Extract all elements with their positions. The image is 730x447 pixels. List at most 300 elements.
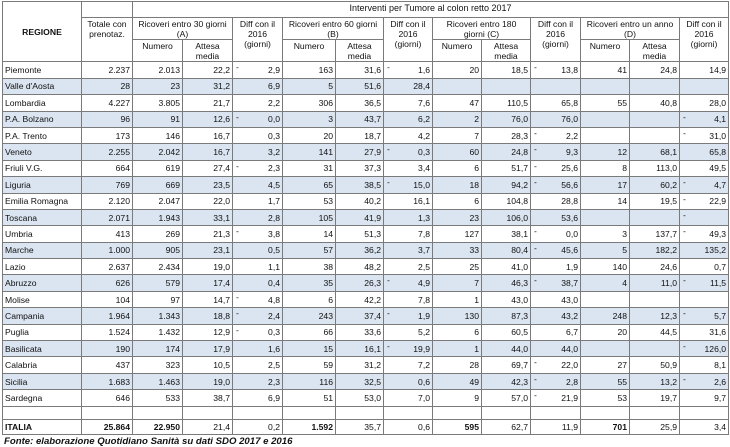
diff-cell-b [384,78,433,94]
table-row [3,62,729,78]
value-cell-d_num [581,291,630,307]
diff-cell-d [680,242,729,258]
region-cell: Molise [3,291,82,307]
report-table-container [2,1,728,447]
region-cell: Liguria [3,177,82,193]
region-cell: Calabria [3,357,82,373]
value-cell-d_att: 11,0 [630,275,680,291]
diff-value: 5,2 [418,327,430,338]
value-cell-d_att [630,209,680,225]
diff-value: 1,6 [268,343,280,354]
value-cell-c_att: 18,5 [482,62,531,78]
diff-sign: - [683,373,686,384]
value-cell-a_num: 669 [133,177,183,193]
value-cell-d_att: 19,5 [630,193,680,209]
diff-sign: - [683,177,686,188]
diff-value: 28,8 [561,196,578,207]
value-cell-c_num: 60 [433,144,482,160]
diff-sign: - [534,127,537,138]
diff-cell-a [233,193,283,209]
region-cell: Sardegna [3,390,82,406]
value-cell-c_att: 94,2 [482,177,531,193]
diff-value: 135,2 [704,245,727,256]
region-cell: P.A. Trento [3,127,82,143]
value-cell-total: 2.237 [82,62,133,78]
diff-cell-c [531,226,581,242]
diff-cell-a [233,341,283,357]
value-cell-d_num: 55 [581,95,630,111]
diff-value: 11,9 [561,421,578,432]
table-title: Interventi per Tumore al colon retto 2017 [133,2,729,18]
value-cell-a_att: 12,9 [183,324,233,340]
value-cell-c_num: 1 [433,291,482,307]
diff-value: 31,0 [709,130,727,141]
group-header-30: Ricoveri entro 30 giorni (A) [133,18,233,40]
diff-cell-b [384,275,433,291]
diff-sign: - [683,193,686,204]
table-row [3,95,729,111]
diff-value: 6,2 [418,114,430,125]
value-cell-total: 1.000 [82,242,133,258]
region-cell: Valle d'Aosta [3,78,82,94]
empty-cell [283,406,336,419]
diff-value: 0,0 [566,228,578,239]
numero-header-180: Numero [433,40,482,62]
diff-value: 38,7 [561,278,578,289]
diff-cell-c [531,357,581,373]
value-cell-a_num: 1.463 [133,373,183,389]
value-cell-total: 96 [82,111,133,127]
diff-cell-b [384,111,433,127]
diff-cell-d [680,357,729,373]
diff-value: 49,3 [709,228,727,239]
diff-cell-d [680,226,729,242]
diff-value: 126,0 [704,343,727,354]
diff-cell-a [233,390,283,406]
diff-value: 0,3 [268,130,280,141]
value-cell-d_num: 14 [581,193,630,209]
diff-sign: - [387,341,390,352]
value-cell-b_num: 116 [283,373,336,389]
table-row [3,160,729,176]
value-cell-c_att: 51,7 [482,160,531,176]
empty-cell [233,406,283,419]
value-cell-d_num: 701 [581,419,630,434]
value-cell-c_att: 60,5 [482,324,531,340]
value-cell-c_att: 69,7 [482,357,531,373]
diff-sign: - [534,242,537,253]
value-cell-c_att: 57,0 [482,390,531,406]
diff-value: 7,2 [418,360,430,371]
value-cell-c_att: 80,4 [482,242,531,258]
diff-cell-d [680,62,729,78]
value-cell-a_att: 22,2 [183,62,233,78]
diff-cell-b [384,357,433,373]
value-cell-b_att: 33,6 [336,324,384,340]
value-cell-b_att: 51,6 [336,78,384,94]
diff-value: 3,7 [418,245,430,256]
diff-value: 7,8 [418,294,430,305]
spacer-row [3,406,729,419]
region-cell: Sicilia [3,373,82,389]
diff-cell-a [233,111,283,127]
value-cell-a_att: 27,4 [183,160,233,176]
diff-sign: - [387,177,390,188]
table-row [3,242,729,258]
table-row [3,193,729,209]
diff-value: 22,0 [561,360,578,371]
value-cell-c_att: 28,3 [482,127,531,143]
value-cell-b_att: 40,2 [336,193,384,209]
value-cell-b_num: 3 [283,111,336,127]
attesa-header-30: Attesa media [183,40,233,62]
diff-cell-a [233,95,283,111]
value-cell-c_num: 1 [433,341,482,357]
diff-value: 0,2 [268,421,280,432]
region-cell: Toscana [3,209,82,225]
diff-sign: - [683,308,686,319]
value-cell-d_num: 8 [581,160,630,176]
value-cell-d_att: 25,9 [630,419,680,434]
value-cell-c_att: 24,8 [482,144,531,160]
diff-sign: - [236,226,239,237]
diff-value: 16,1 [413,196,430,207]
diff-value: 0,3 [268,327,280,338]
value-cell-a_num: 579 [133,275,183,291]
region-cell: Piemonte [3,62,82,78]
diff-cell-d [680,324,729,340]
diff-header-180: Diff con il 2016 (giorni) [531,18,581,62]
diff-value: 2,3 [268,163,280,174]
value-cell-d_num [581,341,630,357]
value-cell-total: 25.864 [82,419,133,434]
table-row [3,291,729,307]
value-cell-b_num: 66 [283,324,336,340]
table-row [3,324,729,340]
group-header-60: Ricoveri entro 60 giorni (B) [283,18,384,40]
diff-sign: - [236,62,239,73]
diff-value: 6,7 [566,327,578,338]
diff-value: 2,8 [268,212,280,223]
value-cell-total: 104 [82,291,133,307]
value-cell-d_att: 24,8 [630,62,680,78]
diff-value: 6,9 [268,392,280,403]
value-cell-d_att [630,78,680,94]
diff-cell-b [384,160,433,176]
diff-value: 43,0 [561,294,578,305]
value-cell-a_num: 323 [133,357,183,373]
diff-cell-d [680,373,729,389]
empty-cell [82,406,133,419]
value-cell-c_num: 28 [433,357,482,373]
diff-header-30: Diff con il 2016 (giorni) [233,18,283,62]
value-cell-d_att: 40,8 [630,95,680,111]
diff-cell-b [384,373,433,389]
diff-value: 4,9 [418,278,430,289]
diff-value: 65,8 [709,147,727,158]
empty-cell [630,406,680,419]
value-cell-b_att: 18,7 [336,127,384,143]
region-cell: Marche [3,242,82,258]
diff-cell-a [233,127,283,143]
attesa-header-60: Attesa media [336,40,384,62]
diff-cell-c [531,341,581,357]
diff-cell-b [384,259,433,275]
value-cell-total: 664 [82,160,133,176]
diff-cell-b [384,226,433,242]
table-row [3,111,729,127]
diff-value: 65,8 [561,97,578,108]
diff-cell-a [233,242,283,258]
value-cell-total: 190 [82,341,133,357]
diff-cell-b [384,324,433,340]
diff-value: 7,6 [418,97,430,108]
table-row [3,226,729,242]
value-cell-b_att: 26,3 [336,275,384,291]
diff-cell-d [680,341,729,357]
diff-value: 53,6 [561,212,578,223]
value-cell-c_att: 87,3 [482,308,531,324]
value-cell-b_num: 14 [283,226,336,242]
diff-cell-b [384,62,433,78]
diff-cell-a [233,291,283,307]
value-cell-c_att: 106,0 [482,209,531,225]
value-cell-a_att: 14,7 [183,291,233,307]
value-cell-d_num: 17 [581,177,630,193]
value-cell-b_att: 48,2 [336,259,384,275]
diff-cell-b [384,127,433,143]
value-cell-b_att: 32,5 [336,373,384,389]
diff-sign: - [683,111,686,122]
diff-value: 2,2 [566,130,578,141]
diff-value: 3,4 [418,163,430,174]
diff-cell-a [233,160,283,176]
diff-value: 31,6 [709,327,727,338]
value-cell-total: 2.637 [82,259,133,275]
table-row [3,177,729,193]
value-cell-a_att: 22,0 [183,193,233,209]
value-cell-d_att: 12,3 [630,308,680,324]
value-cell-total: 413 [82,226,133,242]
diff-sign: - [683,341,686,352]
value-cell-a_num: 1.343 [133,308,183,324]
diff-value: 1,6 [418,65,430,76]
diff-cell-b [384,341,433,357]
diff-value: 9,3 [566,147,578,158]
value-cell-a_att: 12,6 [183,111,233,127]
value-cell-a_att: 17,4 [183,275,233,291]
value-cell-b_num: 65 [283,177,336,193]
diff-value: 2,9 [268,65,280,76]
value-cell-a_num: 533 [133,390,183,406]
diff-value: 2,5 [268,360,280,371]
diff-cell-a [233,275,283,291]
diff-cell-c [531,209,581,225]
value-cell-c_att: 76,0 [482,111,531,127]
diff-sign: - [534,373,537,384]
empty-cell [183,406,233,419]
diff-cell-d [680,78,729,94]
diff-cell-b [384,242,433,258]
value-cell-b_num: 141 [283,144,336,160]
table-row [3,308,729,324]
value-cell-a_num: 619 [133,160,183,176]
value-cell-d_att: 182,2 [630,242,680,258]
value-cell-c_att: 43,0 [482,291,531,307]
diff-value: 0,4 [268,278,280,289]
value-cell-total: 173 [82,127,133,143]
diff-value: 8,1 [714,360,727,371]
value-cell-a_att: 19,0 [183,373,233,389]
value-cell-d_att: 113,0 [630,160,680,176]
empty-cell [482,406,531,419]
value-cell-c_num: 18 [433,177,482,193]
diff-value: 43,2 [561,310,578,321]
empty-cell [133,406,183,419]
source-note: Fonte: elaborazione Quotidiano Sanità su dati SDO 2017 e 2016 [4,435,293,447]
value-cell-c_att [482,78,531,94]
value-cell-b_att: 36,2 [336,242,384,258]
region-cell: ITALIA [3,419,82,434]
diff-value: 0,5 [268,245,280,256]
value-cell-d_num [581,209,630,225]
value-cell-b_num: 243 [283,308,336,324]
diff-cell-c [531,419,581,434]
value-cell-a_att: 31,2 [183,78,233,94]
diff-value: 2,3 [268,376,280,387]
value-cell-b_num: 35 [283,275,336,291]
value-cell-d_num: 3 [581,226,630,242]
value-cell-b_num: 38 [283,259,336,275]
value-cell-total: 437 [82,357,133,373]
empty-cell [384,406,433,419]
value-cell-d_att: 19,7 [630,390,680,406]
diff-cell-a [233,144,283,160]
value-cell-total: 2.255 [82,144,133,160]
diff-cell-c [531,111,581,127]
table-row [3,78,729,94]
diff-cell-d [680,95,729,111]
diff-cell-a [233,308,283,324]
region-cell: Puglia [3,324,82,340]
diff-value: 28,4 [413,81,430,92]
diff-cell-d [680,193,729,209]
region-cell: Lazio [3,259,82,275]
diff-cell-c [531,242,581,258]
value-cell-c_num: 23 [433,209,482,225]
diff-sign: - [236,160,239,171]
diff-cell-b [384,193,433,209]
table-row [3,341,729,357]
attesa-header-365: Attesa media [630,40,680,62]
value-cell-c_num: 7 [433,127,482,143]
value-cell-a_num: 22.950 [133,419,183,434]
total-header: Totale con prenotaz. [82,18,133,62]
diff-cell-a [233,373,283,389]
table-row [3,144,729,160]
value-cell-d_num: 27 [581,357,630,373]
diff-sign: - [534,62,537,73]
empty-cell [680,406,729,419]
diff-cell-d [680,209,729,225]
value-cell-b_num: 15 [283,341,336,357]
region-cell: Emilia Romagna [3,193,82,209]
value-cell-c_att: 62,7 [482,419,531,434]
value-cell-d_att: 60,2 [630,177,680,193]
value-cell-d_att: 68,1 [630,144,680,160]
value-cell-d_att [630,127,680,143]
value-cell-total: 769 [82,177,133,193]
diff-cell-d [680,177,729,193]
value-cell-d_att: 24,6 [630,259,680,275]
diff-value: 3,2 [268,147,280,158]
diff-sign: - [236,308,239,319]
diff-cell-d [680,160,729,176]
value-cell-a_att: 21,4 [183,419,233,434]
value-cell-c_num: 6 [433,324,482,340]
diff-sign: - [683,275,686,286]
value-cell-d_att: 13,2 [630,373,680,389]
value-cell-b_att: 27,9 [336,144,384,160]
value-cell-c_num: 6 [433,193,482,209]
table-row [3,390,729,406]
value-cell-b_num: 1.592 [283,419,336,434]
diff-sign: - [683,209,686,220]
diff-value: 0,0 [268,114,280,125]
value-cell-b_num: 51 [283,390,336,406]
value-cell-a_num: 174 [133,341,183,357]
value-cell-b_num: 306 [283,95,336,111]
value-cell-total: 2.071 [82,209,133,225]
value-cell-a_num: 23 [133,78,183,94]
diff-sign: - [387,144,390,155]
value-cell-a_num: 2.434 [133,259,183,275]
diff-cell-b [384,390,433,406]
value-cell-d_att: 137,7 [630,226,680,242]
region-cell: Abruzzo [3,275,82,291]
diff-cell-b [384,95,433,111]
value-cell-d_num: 5 [581,242,630,258]
diff-cell-d [680,144,729,160]
region-cell: P.A. Bolzano [3,111,82,127]
value-cell-b_num: 163 [283,62,336,78]
numero-header-365: Numero [581,40,630,62]
value-cell-b_num: 31 [283,160,336,176]
diff-value: 4,1 [714,114,727,125]
diff-value: 0,6 [418,421,430,432]
diff-value: 76,0 [561,114,578,125]
diff-sign: - [387,62,390,73]
value-cell-b_att: 16,1 [336,341,384,357]
diff-cell-a [233,62,283,78]
value-cell-a_att: 18,8 [183,308,233,324]
numero-header-30: Numero [133,40,183,62]
table-row [3,259,729,275]
diff-cell-c [531,390,581,406]
diff-sign: - [683,127,686,138]
value-cell-c_att: 41,0 [482,259,531,275]
diff-value: 7,8 [418,228,430,239]
diff-sign: - [387,308,390,319]
value-cell-a_att: 19,0 [183,259,233,275]
region-cell: Friuli V.G. [3,160,82,176]
value-cell-b_att: 36,5 [336,95,384,111]
value-cell-c_num: 9 [433,390,482,406]
value-cell-d_att: 44,5 [630,324,680,340]
value-cell-b_num: 20 [283,127,336,143]
diff-header-365: Diff con il 2016 (giorni) [680,18,729,62]
diff-value: 2,2 [268,97,280,108]
